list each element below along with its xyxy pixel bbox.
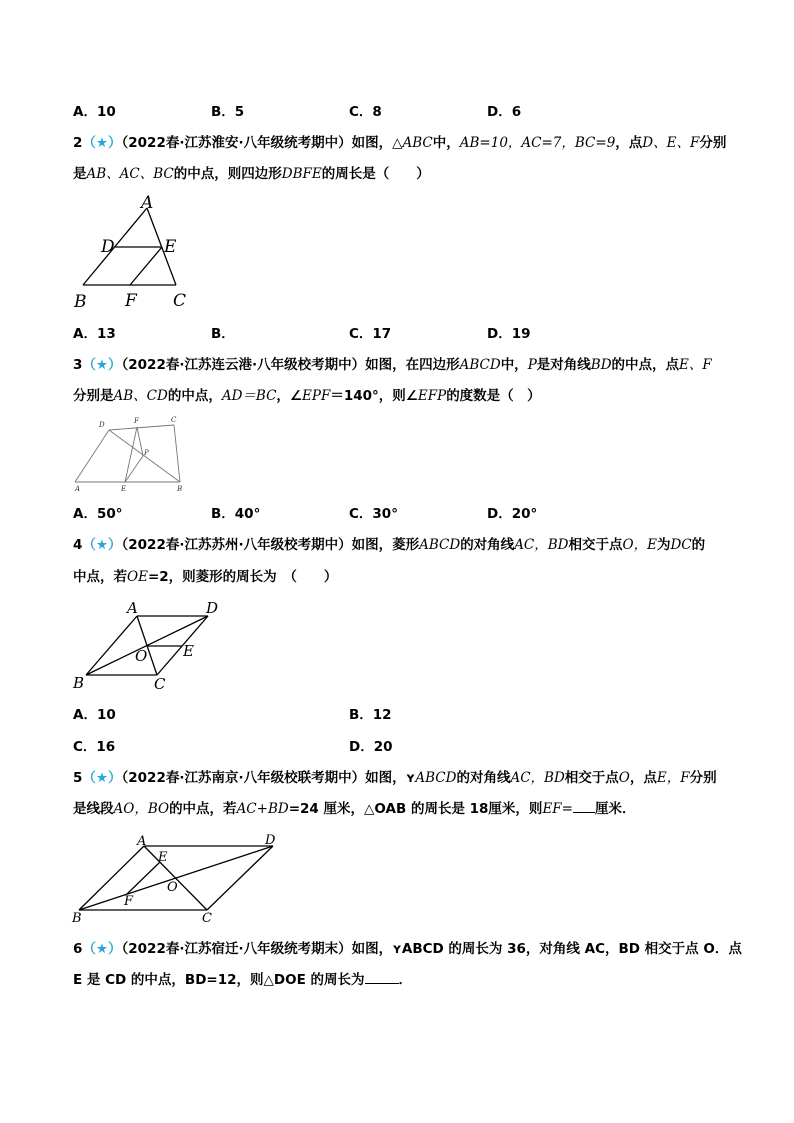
stem-text: 如图，ʏABCD 的周长为 36，对角线 AC，BD 相交于点 O．点	[351, 941, 742, 957]
math-var: O，E	[622, 537, 657, 553]
stem-text: 如图，△	[351, 135, 403, 151]
math-var: ABCD	[419, 537, 461, 553]
math-var: EPF	[302, 388, 331, 404]
vertex-label-e: E	[158, 850, 168, 865]
stem-text: ＝140°，则∠	[330, 388, 418, 404]
stem-text: 如图，	[365, 770, 406, 786]
stem-text: △OAB	[364, 801, 407, 817]
q3-option-c: C．30°	[349, 506, 398, 522]
math-var: AC+BD	[236, 801, 289, 817]
stem-text: 的中点，则四边形	[173, 166, 282, 182]
vertex-label-a: A	[75, 485, 81, 493]
vertex-label-c: C	[171, 416, 177, 424]
stem-text: 的周长是 18厘米，则	[406, 801, 543, 817]
stem-text: ，点	[629, 770, 657, 786]
question-number: 3	[73, 357, 83, 373]
answer-blank[interactable]	[365, 983, 399, 984]
vertex-label-d: D	[265, 833, 276, 848]
question-source: （2022春·江苏宿迁·八年级统考期末）	[121, 941, 352, 957]
stem-text: 是对角线	[536, 357, 591, 373]
parallelogram-symbol: ʏ	[405, 770, 416, 786]
math-var: DC	[670, 537, 692, 553]
vertex-label-f: F	[134, 417, 139, 425]
question-source: （2022春·江苏南京·八年级校联考期中）	[121, 770, 366, 786]
question-source: （2022春·江苏连云港·八年级校考期中）	[121, 357, 366, 373]
stem-text: 的对角线	[460, 537, 515, 553]
math-var: EF=	[542, 801, 573, 817]
stem-text: 如图，在四边形	[365, 357, 460, 373]
star-icon: （★）	[82, 770, 122, 786]
q3-option-a: A．50°	[73, 506, 123, 522]
stem-text: 相交于点	[568, 537, 623, 553]
math-var: D、E、F	[642, 135, 700, 151]
math-var: AB、CD	[113, 388, 168, 404]
math-var: O	[618, 770, 630, 786]
answer-blank[interactable]	[573, 812, 595, 813]
question-source: （2022春·江苏淮安·八年级统考期中）	[121, 135, 352, 151]
vertex-label-c: C	[202, 911, 212, 926]
vertex-label-f: F	[124, 894, 134, 909]
q5-stem-line1	[73, 769, 717, 787]
q1-option-d: D．6	[487, 104, 522, 120]
math-var: E，F	[656, 770, 690, 786]
q4-option-c: C．16	[73, 739, 116, 755]
q2-triangle-figure	[70, 192, 200, 314]
math-var: DBFE	[281, 166, 322, 182]
vertex-label-d: D	[206, 599, 219, 617]
math-var: OE	[127, 569, 148, 585]
stem-text: =2，则菱形的周长为 （ ）	[147, 569, 338, 585]
vertex-label-p: P	[144, 449, 149, 457]
stem-text: 是线段	[73, 801, 114, 817]
math-var: AB=10，AC=7，BC=9	[459, 135, 616, 151]
math-var: ABC	[402, 135, 433, 151]
stem-text: 的	[691, 537, 706, 553]
q2-option-b: B．	[211, 326, 235, 342]
q2-option-a: A．13	[73, 326, 116, 342]
stem-text: 是	[73, 166, 87, 182]
q3-stem-line1	[73, 356, 712, 374]
stem-text: E 是 CD 的中点，BD=12，则△DOE 的周长为	[73, 972, 365, 988]
math-var: E、F	[679, 357, 712, 373]
stem-text: ，点	[615, 135, 643, 151]
q5-stem-line2	[73, 800, 635, 818]
math-var: ABCD	[415, 770, 457, 786]
q4-option-d: D．20	[349, 739, 393, 755]
vertex-label-a: A	[127, 599, 138, 617]
q4-option-b: B．12	[349, 707, 392, 723]
math-var: AC，BD	[514, 537, 569, 553]
stem-text: 分别	[699, 135, 727, 151]
star-icon: （★）	[82, 357, 122, 373]
question-number: 4	[73, 537, 83, 553]
vertex-label-d: D	[99, 421, 105, 429]
math-var: ABCD	[459, 357, 501, 373]
stem-text: 分别	[689, 770, 717, 786]
q3-option-d: D．20°	[487, 506, 538, 522]
math-var: AC，BD	[510, 770, 565, 786]
stem-text: 分别是	[73, 388, 114, 404]
vertex-label-b: B	[72, 911, 82, 926]
q4-stem-line2	[73, 568, 337, 586]
vertex-label-o: O	[167, 880, 178, 895]
question-number: 6	[73, 941, 83, 957]
vertex-label-f: F	[125, 291, 137, 311]
vertex-label-b: B	[74, 292, 87, 312]
vertex-label-c: C	[154, 675, 166, 693]
stem-text: 中，	[432, 135, 460, 151]
stem-text: 的对角线	[456, 770, 511, 786]
question-source: （2022春·江苏苏州·八年级校考期中）	[121, 537, 352, 553]
stem-text: ．	[398, 972, 413, 988]
vertex-label-a: A	[137, 834, 147, 849]
vertex-label-b: B	[73, 674, 85, 692]
stem-text: 中点，若	[73, 569, 127, 585]
math-var: AO，BO	[113, 801, 170, 817]
vertex-label-e: E	[121, 485, 127, 493]
q4-rhombus-figure	[70, 598, 230, 696]
stem-text: 的周长是（ ）	[321, 166, 430, 182]
q3-stem-line2	[73, 387, 541, 405]
vertex-label-e: E	[164, 237, 177, 257]
star-icon: （★）	[82, 537, 122, 553]
math-var: P	[527, 357, 537, 373]
vertex-label-b: B	[177, 485, 183, 493]
stem-text: 相交于点	[564, 770, 619, 786]
q6-stem-line2	[73, 971, 412, 989]
star-icon: （★）	[82, 135, 122, 151]
q1-option-c: C．8	[349, 104, 382, 120]
math-var: AD＝BC	[221, 388, 277, 404]
math-var: EFP	[417, 388, 447, 404]
stem-text: =24 厘米，	[288, 801, 365, 817]
question-number: 5	[73, 770, 83, 786]
stem-text: 的度数是（ ）	[446, 388, 541, 404]
stem-text: 中，	[500, 357, 528, 373]
q2-option-d: D．19	[487, 326, 531, 342]
q5-parallelogram-figure	[70, 830, 280, 928]
vertex-label-e: E	[183, 642, 194, 660]
math-var: AB、AC、BC	[86, 166, 174, 182]
stem-text: 的中点，	[167, 388, 222, 404]
stem-text: ，∠	[276, 388, 303, 404]
q4-option-a: A．10	[73, 707, 116, 723]
stem-text: 为	[656, 537, 671, 553]
q2-stem-line1	[73, 134, 726, 152]
q2-stem-line2	[73, 165, 430, 183]
q4-stem-line1	[73, 536, 705, 554]
vertex-label-d: D	[101, 237, 115, 257]
q1-option-a: A．10	[73, 104, 116, 120]
question-number: 2	[73, 135, 83, 151]
vertex-label-a: A	[141, 193, 154, 213]
vertex-label-o: O	[135, 647, 148, 665]
stem-text: 的中点，点	[611, 357, 680, 373]
stem-text: 的中点，若	[169, 801, 237, 817]
star-icon: （★）	[82, 941, 122, 957]
math-var: BD	[590, 357, 612, 373]
vertex-label-c: C	[173, 291, 187, 311]
q3-quadrilateral-figure	[70, 412, 190, 497]
q1-option-b: B．5	[211, 104, 245, 120]
stem-text: 厘米．	[594, 801, 636, 817]
q3-option-b: B．40°	[211, 506, 261, 522]
stem-text: 如图，菱形	[351, 537, 420, 553]
q6-stem-line1	[73, 940, 742, 958]
q2-option-c: C．17	[349, 326, 392, 342]
